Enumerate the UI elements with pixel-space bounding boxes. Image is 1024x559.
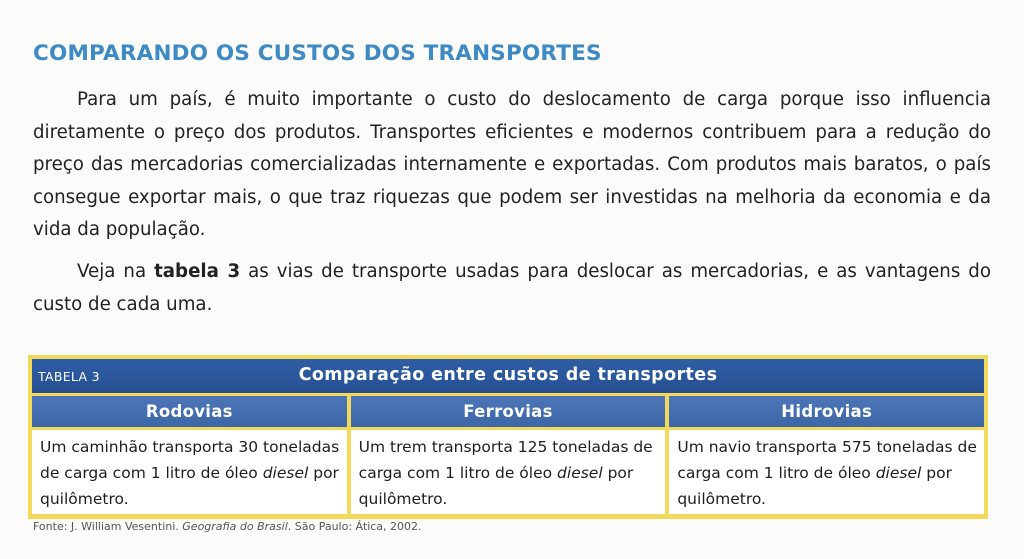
header-hidrovias: Hidrovias (669, 396, 984, 427)
header-ferrovias: Ferrovias (351, 396, 666, 427)
cell-text-end: por quilômetro. (677, 464, 952, 508)
paragraph-text-after: as vias de transporte usadas para deslocar as mercadorias, e as vantagens do custo de cada uma. (33, 261, 991, 315)
cell-text-end: por quilômetro. (40, 464, 339, 508)
paragraph-text-before: Veja na (77, 261, 155, 282)
table-title: Comparação entre custos de transportes (298, 365, 718, 385)
section-heading: COMPARANDO OS CUSTOS DOS TRANSPORTES (33, 41, 602, 66)
cell-rodovias (32, 430, 347, 514)
cell-italic: diesel (557, 464, 603, 482)
cell-italic: diesel (875, 464, 922, 482)
cell-text: Um caminhão transporta 30 toneladas de carga com 1 litro de óleo (40, 438, 340, 482)
table-body-row (32, 430, 984, 514)
source-book-title: Geografia do Brasil (182, 520, 288, 533)
header-rodovias: Rodovias (32, 396, 347, 427)
cell-ferrovias (351, 430, 666, 514)
table-title-bar (32, 359, 984, 393)
table-reference-bold: tabela 3 (154, 261, 241, 282)
source-prefix: Fonte: J. William Vesentini. (33, 520, 183, 533)
table-number-label: TABELA 3 (38, 369, 100, 384)
source-citation (33, 520, 422, 533)
cell-text-end: por quilômetro. (358, 464, 634, 508)
table-header-row (32, 396, 984, 427)
cell-hidrovias (669, 430, 984, 514)
cell-italic: diesel (262, 464, 309, 482)
source-suffix: . São Paulo: Ática, 2002. (287, 520, 422, 533)
table-reference-paragraph (33, 256, 991, 321)
transport-cost-table (28, 355, 988, 519)
intro-paragraph: Para um país, é muito importante o custo do deslocamento de carga porque isso influencia diretamente o preço dos produtos. Transportes eficientes e modernos contribuem para a redução do preço das mercadorias comercializadas internamente e exportadas. Com produtos mais baratos, o país consegue exportar mais, o que traz riquezas que podem ser investidas na melhoria da economia e da vida da população. (33, 89, 991, 240)
cell-text: Um navio transporta 575 toneladas de carga com 1 litro de óleo (677, 438, 977, 482)
cell-text: Um trem transporta 125 toneladas de carga com 1 litro de óleo (358, 438, 653, 482)
